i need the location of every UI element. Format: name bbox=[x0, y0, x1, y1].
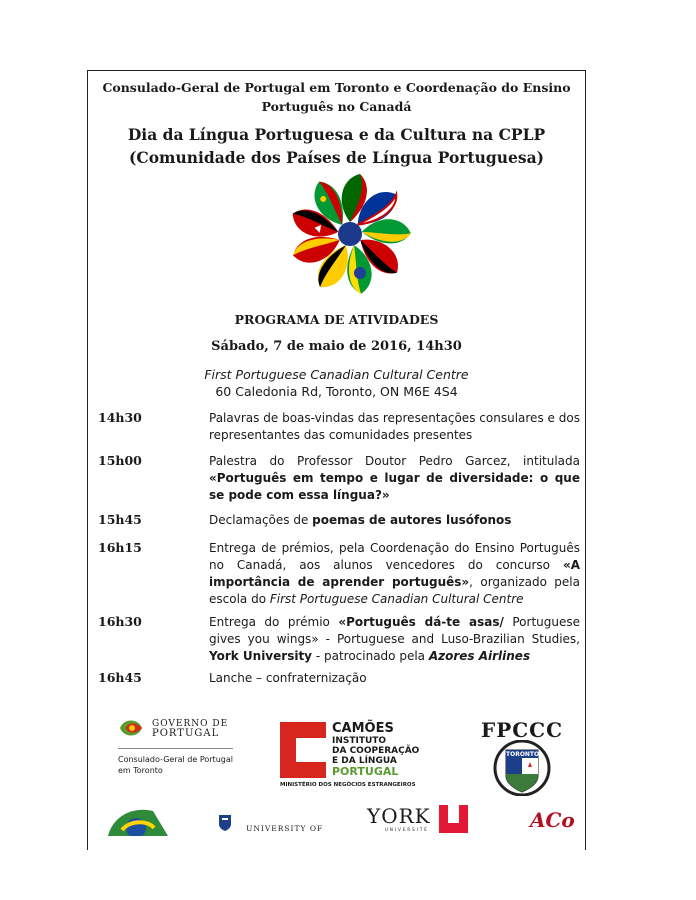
university-of-text: UNIVERSITY OF bbox=[246, 824, 324, 833]
governo-line1: GOVERNO DE bbox=[152, 719, 229, 729]
desc-text: Palestra do Professor Doutor Pedro Garcez, intitulada bbox=[209, 454, 580, 468]
schedule-time: 15h45 bbox=[98, 512, 142, 527]
schedule-description bbox=[209, 453, 580, 504]
schedule-description bbox=[209, 670, 580, 687]
venue-address: 60 Caledonia Rd, Toronto, ON M6E 4S4 bbox=[215, 384, 458, 399]
camoes-line4: PORTUGAL bbox=[332, 765, 399, 778]
venue bbox=[88, 366, 585, 400]
fpccc-crest-icon bbox=[484, 740, 560, 796]
crest-icon bbox=[218, 814, 232, 832]
desc-text: Declamações de bbox=[209, 513, 313, 527]
desc-text: Lanche – confraternização bbox=[209, 671, 367, 685]
camoes-logo bbox=[280, 722, 440, 792]
fpccc-name: FPCCC bbox=[481, 718, 563, 742]
camoes-line2: DA COOPERAÇÃO bbox=[332, 746, 420, 756]
desc-text: Portuguese gives you wings» - Portuguese and Luso-Brazilian Studies, bbox=[209, 615, 581, 646]
consulado-line1: Consulado-Geral de Portugal bbox=[118, 755, 233, 764]
logo-divider bbox=[118, 748, 233, 749]
camoes-line1: INSTITUTO bbox=[332, 736, 387, 746]
york-u-icon bbox=[439, 805, 473, 833]
cplp-flower-logo bbox=[288, 170, 413, 300]
lecture-title: «Português em tempo e lugar de diversidade: o que se pode com essa língua?» bbox=[209, 471, 580, 502]
schedule-time: 16h30 bbox=[98, 614, 142, 629]
governo-line2: PORTUGAL bbox=[152, 728, 220, 739]
camoes-ministry: MINISTÉRIO DOS NEGÓCIOS ESTRANGEIROS bbox=[280, 782, 416, 788]
organizer-header: Consulado-Geral de Portugal em Toronto e Coordenação do Ensino Português no Canadá bbox=[102, 80, 571, 114]
portugal-emblem-icon bbox=[118, 718, 144, 738]
camoes-name: CAMÕES bbox=[332, 721, 394, 736]
desc-text: , organizado pela escola do bbox=[209, 575, 580, 606]
york-text: YORK bbox=[367, 804, 431, 828]
fpccc-logo bbox=[472, 718, 572, 798]
schedule-description bbox=[209, 410, 580, 444]
school-name: First Portuguese Canadian Cultural Centre bbox=[269, 592, 524, 606]
prize-title: «Português dá-te asas/ bbox=[338, 615, 504, 629]
fpccc-city: TORONTO bbox=[506, 751, 540, 758]
event-title-line2: (Comunidade dos Países de Língua Portuguesa) bbox=[129, 148, 544, 167]
schedule-description bbox=[209, 614, 580, 665]
york-university-logo bbox=[367, 804, 477, 836]
desc-text: Entrega de prémios, pela Coordenação do Ensino Português no Canadá, aos alunos vencedores do concurso bbox=[209, 541, 580, 572]
brazil-flag-logo bbox=[108, 806, 168, 836]
program-heading: PROGRAMA DE ATIVIDADES bbox=[234, 312, 439, 327]
azores-airlines: Azores Airlines bbox=[428, 649, 531, 663]
desc-text: - patrocinado pela bbox=[312, 649, 429, 663]
schedule-time: 14h30 bbox=[98, 410, 142, 425]
york-sub-text: UNIVERSITÉ bbox=[385, 827, 429, 832]
poems-highlight: poemas de autores lusófonos bbox=[312, 513, 512, 527]
schedule-time: 15h00 bbox=[98, 453, 142, 468]
schedule-description bbox=[209, 512, 580, 529]
desc-text: Entrega do prémio bbox=[209, 615, 339, 629]
york-university: York University bbox=[209, 649, 313, 663]
camoes-c-icon bbox=[280, 722, 326, 778]
event-title bbox=[88, 123, 585, 169]
schedule-description bbox=[209, 540, 580, 608]
schedule-time: 16h15 bbox=[98, 540, 142, 555]
camoes-line3: E DA LÍNGUA bbox=[332, 756, 397, 766]
desc-text: Palavras de boas-vindas das representações consulares e dos representantes das comunidades presentes bbox=[209, 411, 580, 442]
schedule-time: 16h45 bbox=[98, 670, 142, 685]
venue-name: First Portuguese Canadian Cultural Centre bbox=[204, 367, 469, 382]
event-title-line1: Dia da Língua Portuguesa e da Cultura na CPLP bbox=[127, 125, 546, 144]
aco-logo: ACo bbox=[530, 808, 575, 832]
consulado-line2: em Toronto bbox=[118, 766, 163, 775]
event-date: Sábado, 7 de maio de 2016, 14h30 bbox=[211, 339, 462, 354]
contest-title: «A importância de aprender português» bbox=[209, 558, 580, 589]
